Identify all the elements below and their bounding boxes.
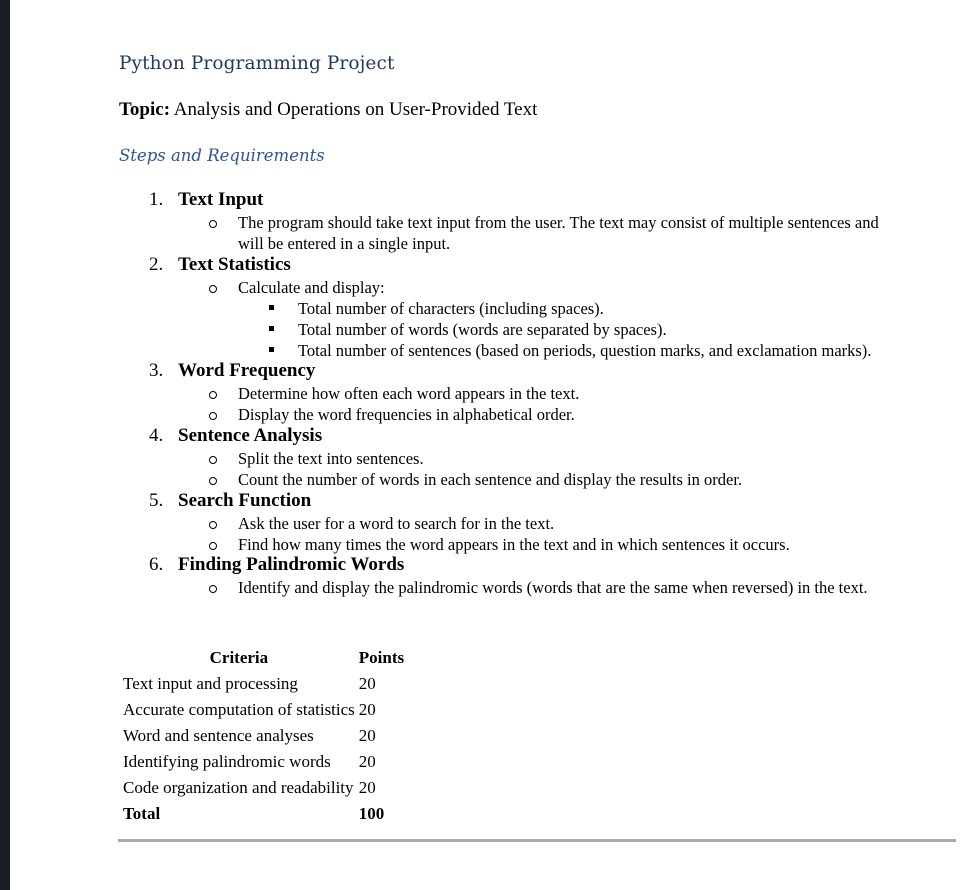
criteria-cell: Identifying palindromic words <box>123 752 331 771</box>
criteria-cell: Accurate computation of statistics <box>123 700 355 719</box>
topic-line <box>119 99 537 121</box>
step-item: The program should take text input from the user. The text may consist of multiple sentences and <box>238 213 879 232</box>
step-item: Split the text into sentences. <box>238 449 424 468</box>
table-row <box>121 749 406 775</box>
points-cell: 20 <box>358 726 376 745</box>
step-item: Display the word frequencies in alphabetical order. <box>238 405 575 424</box>
points-cell: 20 <box>358 752 376 771</box>
hollow-bullet-icon <box>209 521 217 529</box>
hollow-bullet-icon <box>209 542 217 550</box>
step-item: Determine how often each word appears in the text. <box>238 384 580 403</box>
window-left-edge <box>0 0 10 890</box>
hollow-bullet-icon <box>209 220 217 228</box>
step-title: Search Function <box>178 490 312 511</box>
step-title: Sentence Analysis <box>178 425 323 446</box>
criteria-header: Criteria <box>209 648 269 667</box>
step-item-continued: will be entered in a single input. <box>238 234 451 253</box>
points-header: Points <box>358 648 405 667</box>
step-subitem: Total number of sentences (based on periods, question marks, and exclamation marks). <box>298 341 872 360</box>
document-title: Python Programming Project <box>119 53 395 74</box>
points-cell: 20 <box>358 778 376 797</box>
step-item: Find how many times the word appears in the text and in which sentences it occurs. <box>238 535 790 554</box>
hollow-bullet-icon <box>209 412 217 420</box>
document-page <box>10 0 979 890</box>
table-row <box>121 723 406 749</box>
step-title: Text Input <box>178 189 264 210</box>
steps-subheading: Steps and Requirements <box>119 146 325 165</box>
grading-rubric-table <box>121 645 406 827</box>
criteria-cell: Word and sentence analyses <box>123 726 314 745</box>
square-bullet-icon <box>269 326 274 331</box>
step-number: 2. <box>149 254 164 275</box>
square-bullet-icon <box>269 347 274 352</box>
criteria-cell: Code organization and readability <box>123 778 354 797</box>
table-row <box>121 671 406 697</box>
table-row <box>121 775 406 801</box>
step-number: 6. <box>149 554 164 575</box>
step-title: Text Statistics <box>178 254 291 275</box>
points-cell: 20 <box>358 700 376 719</box>
total-label: Total <box>123 804 161 823</box>
step-number: 3. <box>149 360 164 381</box>
step-subitem: Total number of words (words are separated by spaces). <box>298 320 667 339</box>
step-item: Calculate and display: <box>238 278 385 297</box>
topic-text: Analysis and Operations on User-Provided Text <box>173 99 538 120</box>
horizontal-divider <box>118 839 956 842</box>
total-points: 100 <box>358 804 385 823</box>
step-item: Identify and display the palindromic words (words that are the same when reversed) in the text. <box>238 578 868 597</box>
step-title: Word Frequency <box>178 360 316 381</box>
hollow-bullet-icon <box>209 477 217 485</box>
hollow-bullet-icon <box>209 285 217 293</box>
step-number: 5. <box>149 490 164 511</box>
criteria-cell: Text input and processing <box>123 674 298 693</box>
step-number: 1. <box>149 189 164 210</box>
square-bullet-icon <box>269 305 274 310</box>
table-total-row <box>121 801 406 827</box>
step-title: Finding Palindromic Words <box>178 554 405 575</box>
step-subitem: Total number of characters (including spaces). <box>298 299 604 318</box>
hollow-bullet-icon <box>209 456 217 464</box>
step-item: Ask the user for a word to search for in the text. <box>238 514 555 533</box>
step-item: Count the number of words in each sentence and display the results in order. <box>238 470 743 489</box>
hollow-bullet-icon <box>209 585 217 593</box>
step-number: 4. <box>149 425 164 446</box>
topic-label: Topic: <box>119 99 171 120</box>
hollow-bullet-icon <box>209 391 217 399</box>
table-header-row <box>121 645 406 671</box>
points-cell: 20 <box>358 674 376 693</box>
table-row <box>121 697 406 723</box>
